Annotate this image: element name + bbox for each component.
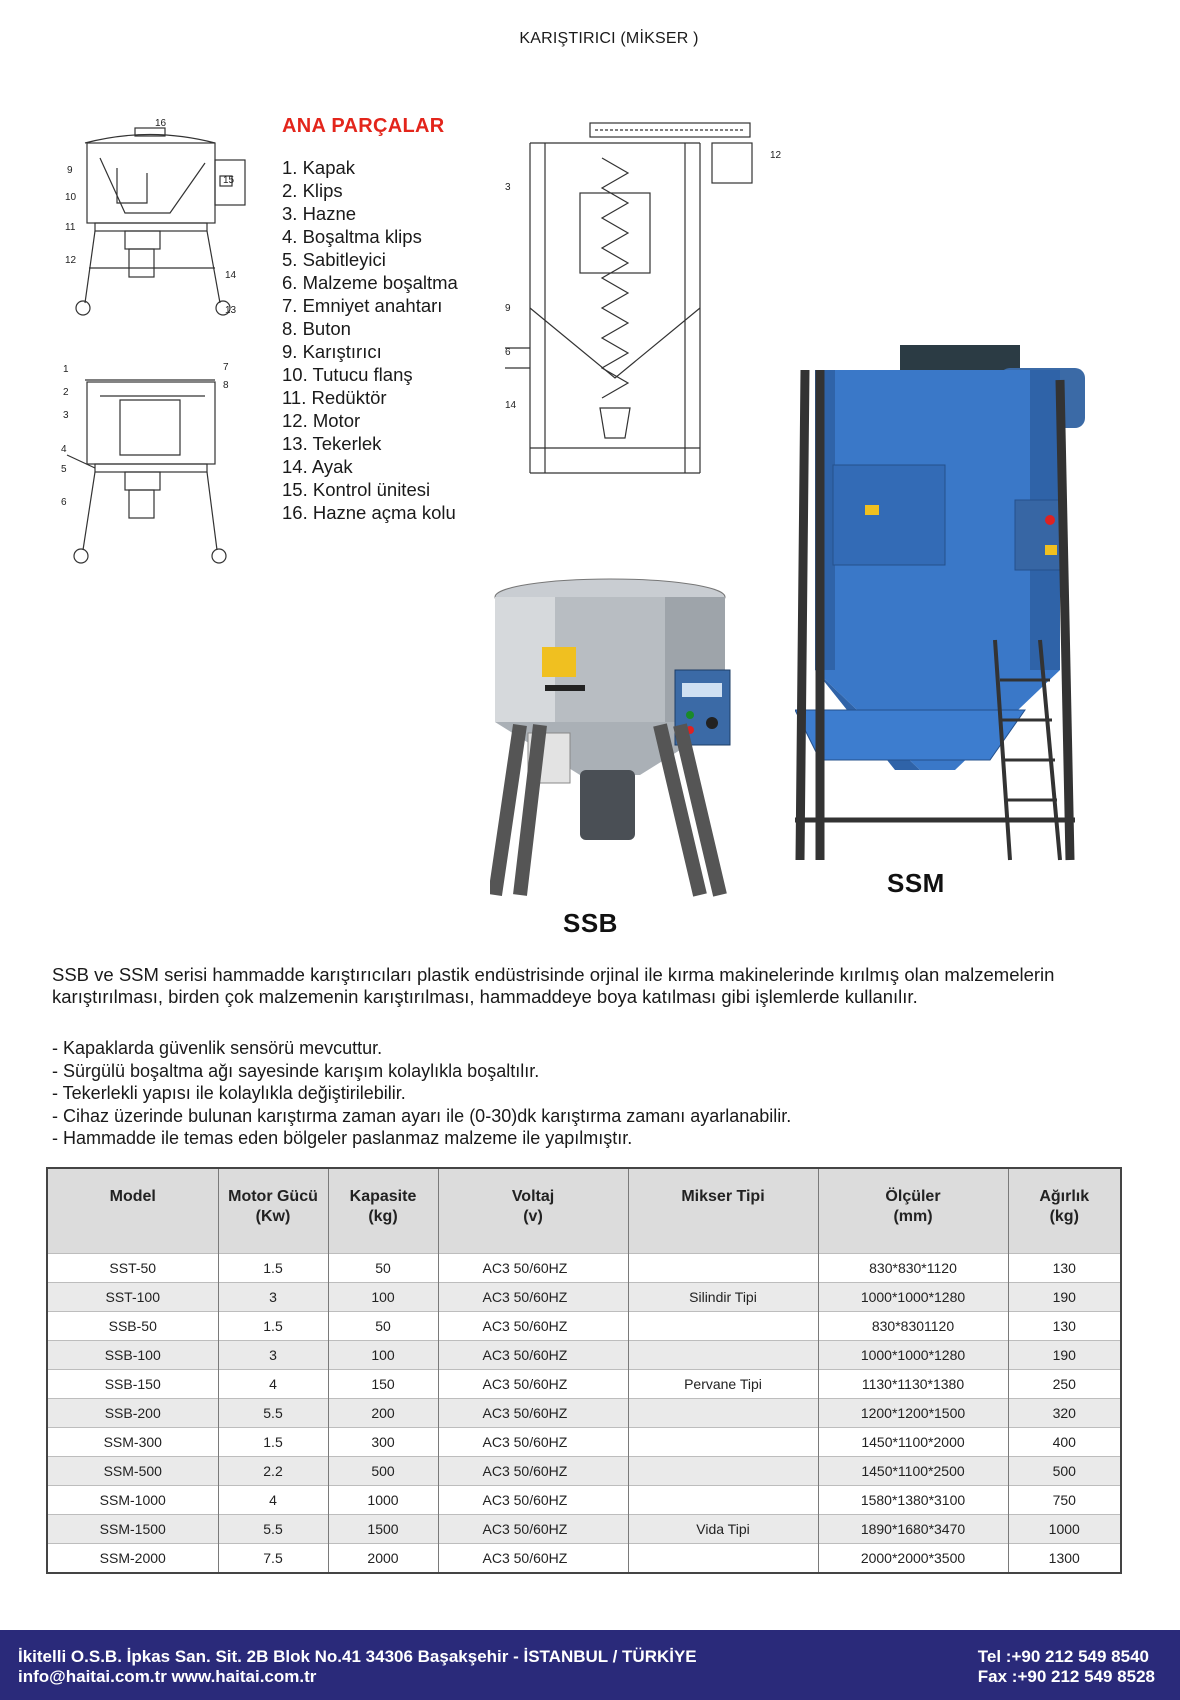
footer-fax: Fax :+90 212 549 8528 (977, 1667, 1155, 1686)
table-cell: SSB-100 (47, 1341, 218, 1370)
ssb-label: SSB (563, 908, 618, 938)
table-row (47, 1457, 1121, 1486)
footer-web: info@haitai.com.tr www.haitai.com.tr (18, 1667, 317, 1686)
part-item: 4. Boşaltma klips (282, 226, 422, 247)
table-cell (628, 1486, 818, 1515)
footer-tel: Tel :+90 212 549 8540 (977, 1647, 1150, 1666)
footer-address: İkitelli O.S.B. İpkas San. Sit. 2B Blok No.41 34306 Başakşehir - İSTANBUL / TÜRKİYE (18, 1647, 697, 1666)
table-cell: 1500 (328, 1515, 438, 1544)
part-item: 11. Redüktör (282, 387, 387, 408)
table-cell: 130 (1008, 1312, 1121, 1341)
spec-table (46, 1167, 1122, 1574)
part-item: 2. Klips (282, 180, 343, 201)
part-item: 15. Kontrol ünitesi (282, 479, 431, 500)
table-cell: SSB-150 (47, 1370, 218, 1399)
feature-item: - Cihaz üzerinde bulunan karıştırma zaman ayarı ile (0-30)dk karıştırma zamanı ayarlanabilir. (52, 1105, 792, 1126)
table-cell: SSM-1000 (47, 1486, 218, 1515)
svg-text:3: 3 (505, 182, 511, 193)
table-cell: Silindir Tipi (628, 1283, 818, 1312)
table-cell: 3 (218, 1283, 328, 1312)
part-item: 13. Tekerlek (282, 433, 382, 454)
table-cell: SSM-1500 (47, 1515, 218, 1544)
part-item: 12. Motor (282, 410, 361, 431)
table-cell: 1.5 (218, 1254, 328, 1283)
svg-text:4: 4 (61, 444, 67, 455)
table-cell: AC3 50/60HZ (438, 1515, 628, 1544)
col-header-dimensions: Ölçüler (mm) (818, 1168, 1008, 1254)
table-cell: 1000 (1008, 1515, 1121, 1544)
table-cell: 1.5 (218, 1312, 328, 1341)
svg-text:2: 2 (63, 387, 69, 398)
feature-item: - Tekerlekli yapısı ile kolaylıkla değiştirilebilir. (52, 1083, 406, 1104)
table-cell (628, 1399, 818, 1428)
feature-item: - Hammadde ile temas eden bölgeler paslanmaz malzeme ile yapılmıştır. (52, 1128, 633, 1149)
table-cell: AC3 50/60HZ (438, 1312, 628, 1341)
parts-list (282, 115, 512, 524)
table-cell: 400 (1008, 1428, 1121, 1457)
table-cell: 5.5 (218, 1399, 328, 1428)
part-item: 16. Hazne açma kolu (282, 502, 456, 523)
table-cell: 830*830*1120 (818, 1254, 1008, 1283)
table-row (47, 1254, 1121, 1283)
part-item: 8. Buton (282, 318, 351, 339)
table-cell: AC3 50/60HZ (438, 1428, 628, 1457)
table-row (47, 1486, 1121, 1515)
table-cell: 1580*1380*3100 (818, 1486, 1008, 1515)
svg-text:8: 8 (223, 380, 229, 391)
table-cell: SST-50 (47, 1254, 218, 1283)
page-title: KARIŞTIRICI (MİKSER ) (519, 30, 699, 47)
col-header-weight: Ağırlık (kg) (1008, 1168, 1121, 1254)
svg-text:1: 1 (63, 364, 69, 375)
table-cell: SSM-500 (47, 1457, 218, 1486)
svg-text:7: 7 (223, 362, 229, 373)
table-cell: 320 (1008, 1399, 1121, 1428)
table-cell: 190 (1008, 1341, 1121, 1370)
part-item: 1. Kapak (282, 157, 356, 178)
table-cell: SSM-300 (47, 1428, 218, 1457)
table-header-row (47, 1168, 1121, 1254)
table-cell (628, 1428, 818, 1457)
svg-text:11: 11 (65, 222, 76, 233)
table-cell: 1200*1200*1500 (818, 1399, 1008, 1428)
table-cell: 500 (328, 1457, 438, 1486)
table-cell: 750 (1008, 1486, 1121, 1515)
table-cell: AC3 50/60HZ (438, 1341, 628, 1370)
table-cell: 150 (328, 1370, 438, 1399)
features-list (52, 1037, 1132, 1150)
table-row (47, 1399, 1121, 1428)
part-item: 10. Tutucu flanş (282, 364, 413, 385)
table-cell: 100 (328, 1283, 438, 1312)
vertical-mixer-diagram (500, 118, 800, 478)
svg-text:15: 15 (223, 175, 235, 186)
table-cell: 5.5 (218, 1515, 328, 1544)
svg-text:16: 16 (155, 118, 167, 129)
table-cell: 1000*1000*1280 (818, 1283, 1008, 1312)
table-cell: 7.5 (218, 1544, 328, 1574)
table-cell: 130 (1008, 1254, 1121, 1283)
mixer-front-diagram (55, 360, 255, 590)
table-row (47, 1515, 1121, 1544)
table-cell (628, 1341, 818, 1370)
part-item: 5. Sabitleyici (282, 249, 386, 270)
table-cell: AC3 50/60HZ (438, 1370, 628, 1399)
table-row (47, 1341, 1121, 1370)
table-cell: 1130*1130*1380 (818, 1370, 1008, 1399)
table-cell: 4 (218, 1486, 328, 1515)
col-header-capacity: Kapasite (kg) (328, 1168, 438, 1254)
svg-text:14: 14 (505, 400, 517, 411)
table-cell: AC3 50/60HZ (438, 1283, 628, 1312)
table-cell: AC3 50/60HZ (438, 1254, 628, 1283)
svg-text:3: 3 (63, 410, 69, 421)
svg-text:9: 9 (505, 303, 511, 314)
table-cell: SSB-200 (47, 1399, 218, 1428)
table-cell: SSB-50 (47, 1312, 218, 1341)
col-header-mixer-type: Mikser Tipi (628, 1168, 818, 1254)
table-cell: AC3 50/60HZ (438, 1399, 628, 1428)
feature-item: - Sürgülü boşaltma ağı sayesinde karışım kolaylıkla boşaltılır. (52, 1060, 540, 1081)
table-cell: 1300 (1008, 1544, 1121, 1574)
table-row (47, 1544, 1121, 1574)
table-cell: 50 (328, 1254, 438, 1283)
svg-text:6: 6 (61, 497, 67, 508)
ssm-label: SSM (887, 868, 945, 898)
part-item: 7. Emniyet anahtarı (282, 295, 443, 316)
feature-item: - Kapaklarda güvenlik sensörü mevcuttur. (52, 1038, 383, 1058)
parts-heading: ANA PARÇALAR (282, 115, 445, 137)
ssm-machine-illustration (795, 340, 1125, 875)
table-cell: 2000 (328, 1544, 438, 1574)
table-cell: AC3 50/60HZ (438, 1486, 628, 1515)
table-row (47, 1312, 1121, 1341)
table-cell: 2.2 (218, 1457, 328, 1486)
table-cell: Vida Tipi (628, 1515, 818, 1544)
table-cell: SST-100 (47, 1283, 218, 1312)
table-cell: 50 (328, 1312, 438, 1341)
svg-text:6: 6 (505, 347, 511, 358)
col-header-model: Model (47, 1168, 218, 1254)
ssb-machine-illustration (490, 575, 790, 910)
svg-text:12: 12 (770, 150, 782, 161)
table-cell: 1.5 (218, 1428, 328, 1457)
footer (0, 1630, 1180, 1700)
table-cell: AC3 50/60HZ (438, 1544, 628, 1574)
table-cell: 830*8301120 (818, 1312, 1008, 1341)
table-row (47, 1370, 1121, 1399)
table-cell: 1000 (328, 1486, 438, 1515)
part-item: 9. Karıştırıcı (282, 341, 382, 362)
svg-text:13: 13 (225, 305, 237, 316)
table-cell: 1000*1000*1280 (818, 1341, 1008, 1370)
table-cell: 1450*1100*2500 (818, 1457, 1008, 1486)
table-cell: AC3 50/60HZ (438, 1457, 628, 1486)
table-cell: Pervane Tipi (628, 1370, 818, 1399)
table-cell: 1890*1680*3470 (818, 1515, 1008, 1544)
col-header-voltage: Voltaj (v) (438, 1168, 628, 1254)
table-row (47, 1428, 1121, 1457)
table-cell (628, 1457, 818, 1486)
table-cell: 4 (218, 1370, 328, 1399)
table-cell: 250 (1008, 1370, 1121, 1399)
table-cell (628, 1312, 818, 1341)
table-cell: 300 (328, 1428, 438, 1457)
table-row (47, 1283, 1121, 1312)
table-cell: 500 (1008, 1457, 1121, 1486)
col-header-motor: Motor Gücü (Kw) (218, 1168, 328, 1254)
svg-text:5: 5 (61, 464, 67, 475)
table-cell: 100 (328, 1341, 438, 1370)
table-cell: 190 (1008, 1283, 1121, 1312)
description-text: SSB ve SSM serisi hammadde karıştırıcıları plastik endüstrisinde orjinal ile kırma makinelerinde kırılmış olan malzemelerin karıştırılması, birden çok malzemenin karıştırılması, hammaddeye boya katılması gibi işlemlerde kullanılır. (52, 964, 1055, 1007)
mixer-side-diagram (55, 118, 255, 348)
table-cell (628, 1254, 818, 1283)
part-item: 14. Ayak (282, 456, 353, 477)
svg-text:12: 12 (65, 255, 77, 266)
svg-text:14: 14 (225, 270, 237, 281)
svg-text:10: 10 (65, 192, 77, 203)
svg-text:9: 9 (67, 165, 73, 176)
table-cell: 2000*2000*3500 (818, 1544, 1008, 1574)
part-item: 3. Hazne (282, 203, 357, 224)
table-cell: SSM-2000 (47, 1544, 218, 1574)
part-item: 6. Malzeme boşaltma (282, 272, 458, 293)
table-cell: 3 (218, 1341, 328, 1370)
table-cell: 200 (328, 1399, 438, 1428)
table-cell (628, 1544, 818, 1574)
table-cell: 1450*1100*2000 (818, 1428, 1008, 1457)
